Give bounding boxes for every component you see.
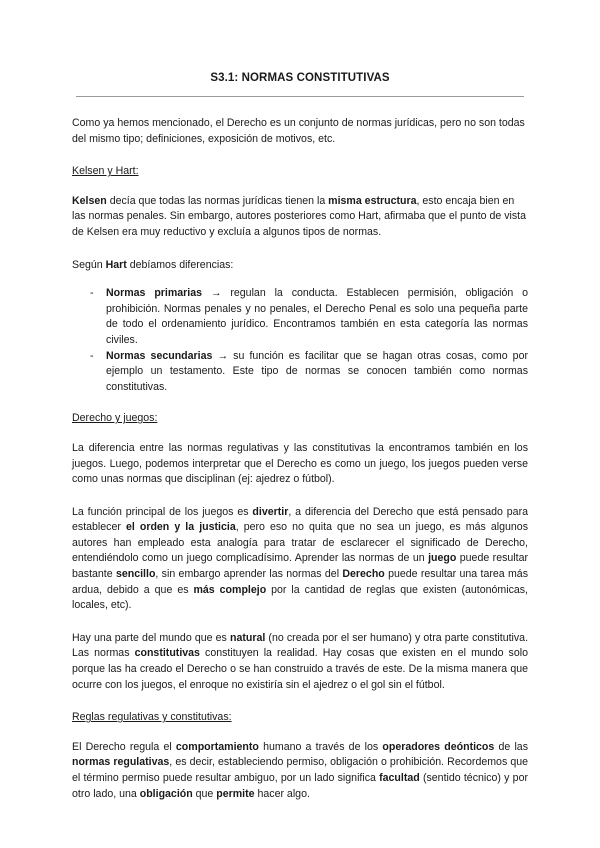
section-heading-reglas: Reglas regulativas y constitutivas: [72, 711, 232, 724]
section-heading-derecho-juegos: Derecho y juegos: [72, 412, 158, 425]
reglas-paragraph: El Derecho regula el comportamiento humano a través de los operadores deónticos de las normas regulativas, es decir, estableciendo permiso, obligación o prohibición. Recordemos que el término permiso puede resultar ambiguo, por un lado significa facultad (sentido técnico) y por otro lado, una obligación que permite hacer algo. [72, 740, 528, 800]
document-body [72, 116, 528, 819]
juegos-paragraph-3: Hay una parte del mundo que es natural (no creada por el ser humano) y otra parte constitutiva. Las normas constitutivas constituyen la realidad. Hay cosas que existen en el mundo solo porque las ha creado el Derecho o se han construido a través de este. De la misma manera que ocurre con los juegos, el enroque no existiría sin el ajedrez o el gol sin el fútbol. [72, 631, 529, 691]
title-divider [76, 96, 524, 97]
intro-paragraph: Como ya hemos mencionado, el Derecho es un conjunto de normas jurídicas, pero no son todas del mismo tipo; definiciones, exposición de motivos, etc. [72, 117, 525, 145]
list-item: - Normas primarias → regulan la conducta. Establecen permisión, obligación o prohibición. Normas penales y no penales, el Derecho Penal es solo una pequeña parte de todo el ordenamiento jurídico. Encontramos también en esta categoría las normas civiles. [90, 287, 529, 346]
list-item: - Normas secundarias → su función es facilitar que se hagan otras cosas, como por ejemplo un testamento. Este tipo de normas se conocen también como normas constitutivas. [90, 349, 528, 393]
hart-intro-paragraph: Según Hart debíamos diferencias: [72, 258, 234, 271]
kelsen-paragraph: Kelsen decía que todas las normas jurídicas tienen la misma estructura, esto encaja bien en las normas penales. Sin embargo, autores posteriores como Hart, afirmaba que el punto de vista de Kelsen era muy reductivo y excluía a algunos tipos de normas. [72, 194, 527, 238]
juegos-paragraph-2: La función principal de los juegos es divertir, a diferencia del Derecho que está pensado para establecer el orden y la justicia, pero eso no quita que no sea un juego, es más algunos autores han empleado esta analogía para tratar de esclarecer el significado de Derecho, entendiéndolo como un juego complicadísimo. Aprender las normas de un juego puede resultar bastante sencillo, sin embargo aprender las normas del Derecho puede resultar una tarea más ardua, debido a que es más complejo por la cantidad de reglas que existen (autonómicas, locales, etc). [72, 505, 528, 612]
section-heading-kelsen-hart: Kelsen y Hart: [72, 165, 139, 178]
juegos-paragraph-1: La diferencia entre las normas regulativas y las constitutivas la encontramos también en los juegos. Luego, podemos interpretar que el Derecho es como un juego, los juegos pueden verse como unas normas que disciplinan (ej: ajedrez o fútbol). [72, 441, 528, 486]
page-title: S3.1: NORMAS CONSTITUTIVAS [210, 72, 390, 84]
norm-types-list [72, 286, 528, 395]
